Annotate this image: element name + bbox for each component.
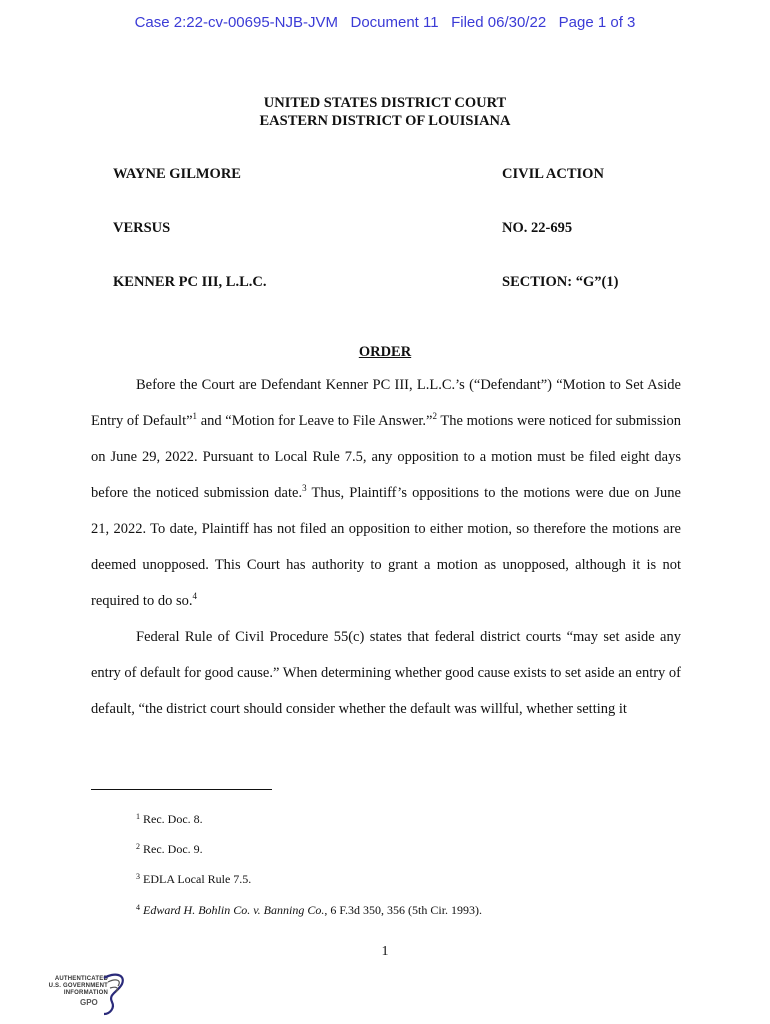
case-number: NO. 22-695 — [502, 220, 573, 236]
paragraph-1-text-d: Thus, Plaintiff’s oppositions to the motions were due on June 21, 2022. To date, Plaintiff has not filed an opposition to either motion, so therefore the motions are deemed unopposed. This Court has authority to grant a motion as unopposed, although it is not required to do so. — [91, 485, 681, 609]
gpo-line-2: U.S. GOVERNMENT — [48, 983, 108, 989]
gpo-mark: GPO — [80, 998, 98, 1007]
gpo-line-1: AUTHENTICATED — [54, 976, 108, 982]
order-body — [91, 367, 681, 727]
footnote-text: EDLA Local Rule 7.5. — [143, 872, 252, 886]
page-number: 1 — [381, 944, 389, 959]
defendant-name: KENNER PC III, L.L.C. — [113, 274, 267, 290]
footnote-number: 4 — [136, 903, 140, 912]
footnote-ref-2: 2 — [432, 411, 437, 421]
plaintiff-name: WAYNE GILMORE — [113, 166, 241, 182]
paragraph-1 — [91, 367, 681, 619]
footnote-number: 1 — [136, 812, 140, 821]
footnote-2 — [136, 842, 203, 857]
eagle-icon — [100, 972, 130, 1016]
court-district: EASTERN DISTRICT OF LOUISIANA — [259, 113, 511, 129]
paragraph-2: Federal Rule of Civil Procedure 55(c) states that federal district courts “may set aside any entry of default for good cause.” When determining whether good cause exists to set aside an entry of default, “the district court should consider whether the default was willful, whether setting it — [91, 629, 682, 717]
case-header-stamp: Case 2:22-cv-00695-NJB-JVM Document 11 Filed 06/30/22 Page 1 of 3 — [134, 14, 636, 31]
footnote-text: Rec. Doc. 8. — [143, 812, 203, 826]
footnote-text: Rec. Doc. 9. — [143, 842, 203, 856]
civil-action-label: CIVIL ACTION — [502, 166, 604, 182]
footnote-4 — [136, 903, 482, 918]
gpo-logo-text — [44, 976, 108, 997]
paragraph-1-text-b: and “Motion for Leave to File Answer.” — [197, 413, 433, 429]
footnote-separator — [91, 789, 272, 790]
footnote-ref-3: 3 — [302, 483, 307, 493]
section-label: SECTION: “G”(1) — [502, 274, 619, 290]
footnote-text: , 6 F.3d 350, 356 (5th Cir. 1993). — [324, 903, 483, 917]
footnote-1 — [136, 812, 203, 827]
paragraph-1-text-a: Before the Court are Defendant Kenner PC III, L.L.C.’s (“Defendant”) “Motion to Set Aside Entry of Default” — [91, 377, 681, 429]
gpo-authentication-logo — [44, 972, 134, 1016]
court-heading — [0, 94, 770, 130]
footnote-3 — [136, 872, 251, 887]
footnote-ref-1: 1 — [192, 411, 198, 421]
footnote-number: 3 — [136, 872, 140, 881]
court-name: UNITED STATES DISTRICT COURT — [263, 95, 507, 111]
footnote-number: 2 — [136, 842, 140, 851]
footnote-ref-4: 4 — [192, 591, 197, 601]
versus-label: VERSUS — [113, 220, 171, 236]
footnote-case-name: Edward H. Bohlin Co. v. Banning Co. — [143, 903, 325, 917]
gpo-line-3: INFORMATION — [63, 990, 108, 996]
order-title: ORDER — [358, 344, 412, 360]
paragraph-1-text-c: The motions were noticed for submission on June 29, 2022. Pursuant to Local Rule 7.5, any opposition to a motion must be filed eight days before the noticed submission date. — [91, 413, 681, 501]
